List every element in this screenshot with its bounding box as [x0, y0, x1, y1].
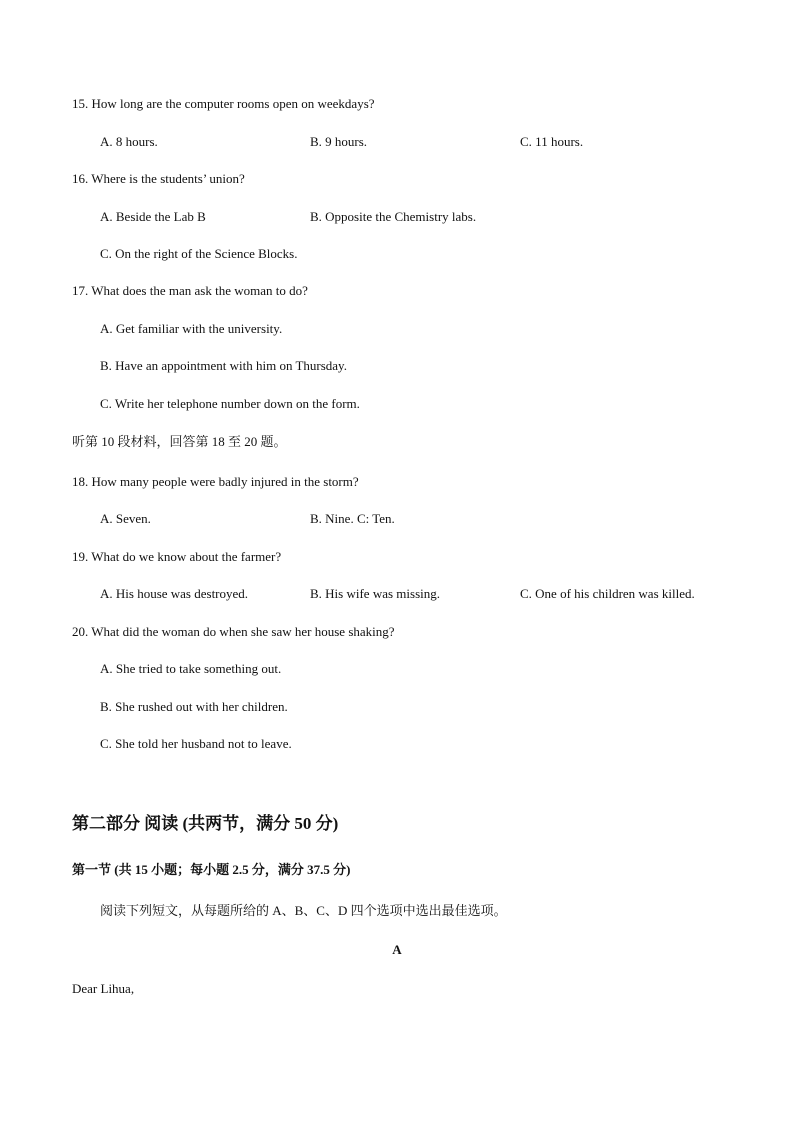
q17-option-a: A. Get familiar with the university.: [100, 321, 283, 336]
q17-option-c: C. Write her telephone number down on the form.: [100, 396, 360, 411]
q19-option-c: C. One of his children was killed.: [520, 586, 695, 601]
letter-salutation: Dear Lihua,: [72, 981, 135, 996]
passage-label: A: [392, 942, 402, 957]
q20-option-a: A. She tried to take something out.: [100, 661, 282, 676]
question-19: 19. What do we know about the farmer?: [72, 549, 282, 564]
reading-instruction: 阅读下列短文，从每题所给的 A、B、C、D 四个选项中选出最佳选项。: [100, 903, 507, 918]
q16-option-b: B. Opposite the Chemistry labs.: [310, 209, 477, 224]
q17-option-b: B. Have an appointment with him on Thursday.: [100, 358, 347, 373]
section-one-title: 第一节 (共 15 小题；每小题 2.5 分，满分 37.5 分): [72, 862, 351, 877]
q20-option-b: B. She rushed out with her children.: [100, 699, 288, 714]
q19-option-a: A. His house was destroyed.: [100, 586, 249, 601]
q16-option-a: A. Beside the Lab B: [100, 209, 206, 224]
q18-option-a: A. Seven.: [100, 511, 151, 526]
q19-option-b: B. His wife was missing.: [310, 586, 440, 601]
question-20: 20. What did the woman do when she saw her house shaking?: [72, 624, 395, 639]
question-16: 16. Where is the students’ union?: [72, 171, 245, 186]
material-note: 听第 10 段材料，回答第 18 至 20 题。: [72, 434, 287, 449]
q20-option-c: C. She told her husband not to leave.: [100, 736, 292, 751]
q15-option-a: A. 8 hours.: [100, 134, 158, 149]
q18-option-b-c: B. Nine. C: Ten.: [310, 511, 395, 526]
q16-option-c: C. On the right of the Science Blocks.: [100, 246, 298, 261]
q15-option-c: C. 11 hours.: [520, 134, 584, 149]
question-15: 15. How long are the computer rooms open on weekdays?: [72, 96, 375, 111]
q15-option-b: B. 9 hours.: [310, 134, 368, 149]
question-18: 18. How many people were badly injured in the storm?: [72, 474, 359, 489]
question-17: 17. What does the man ask the woman to do?: [72, 283, 308, 298]
part-two-title: 第二部分 阅读 (共两节，满分 50 分): [72, 814, 339, 833]
